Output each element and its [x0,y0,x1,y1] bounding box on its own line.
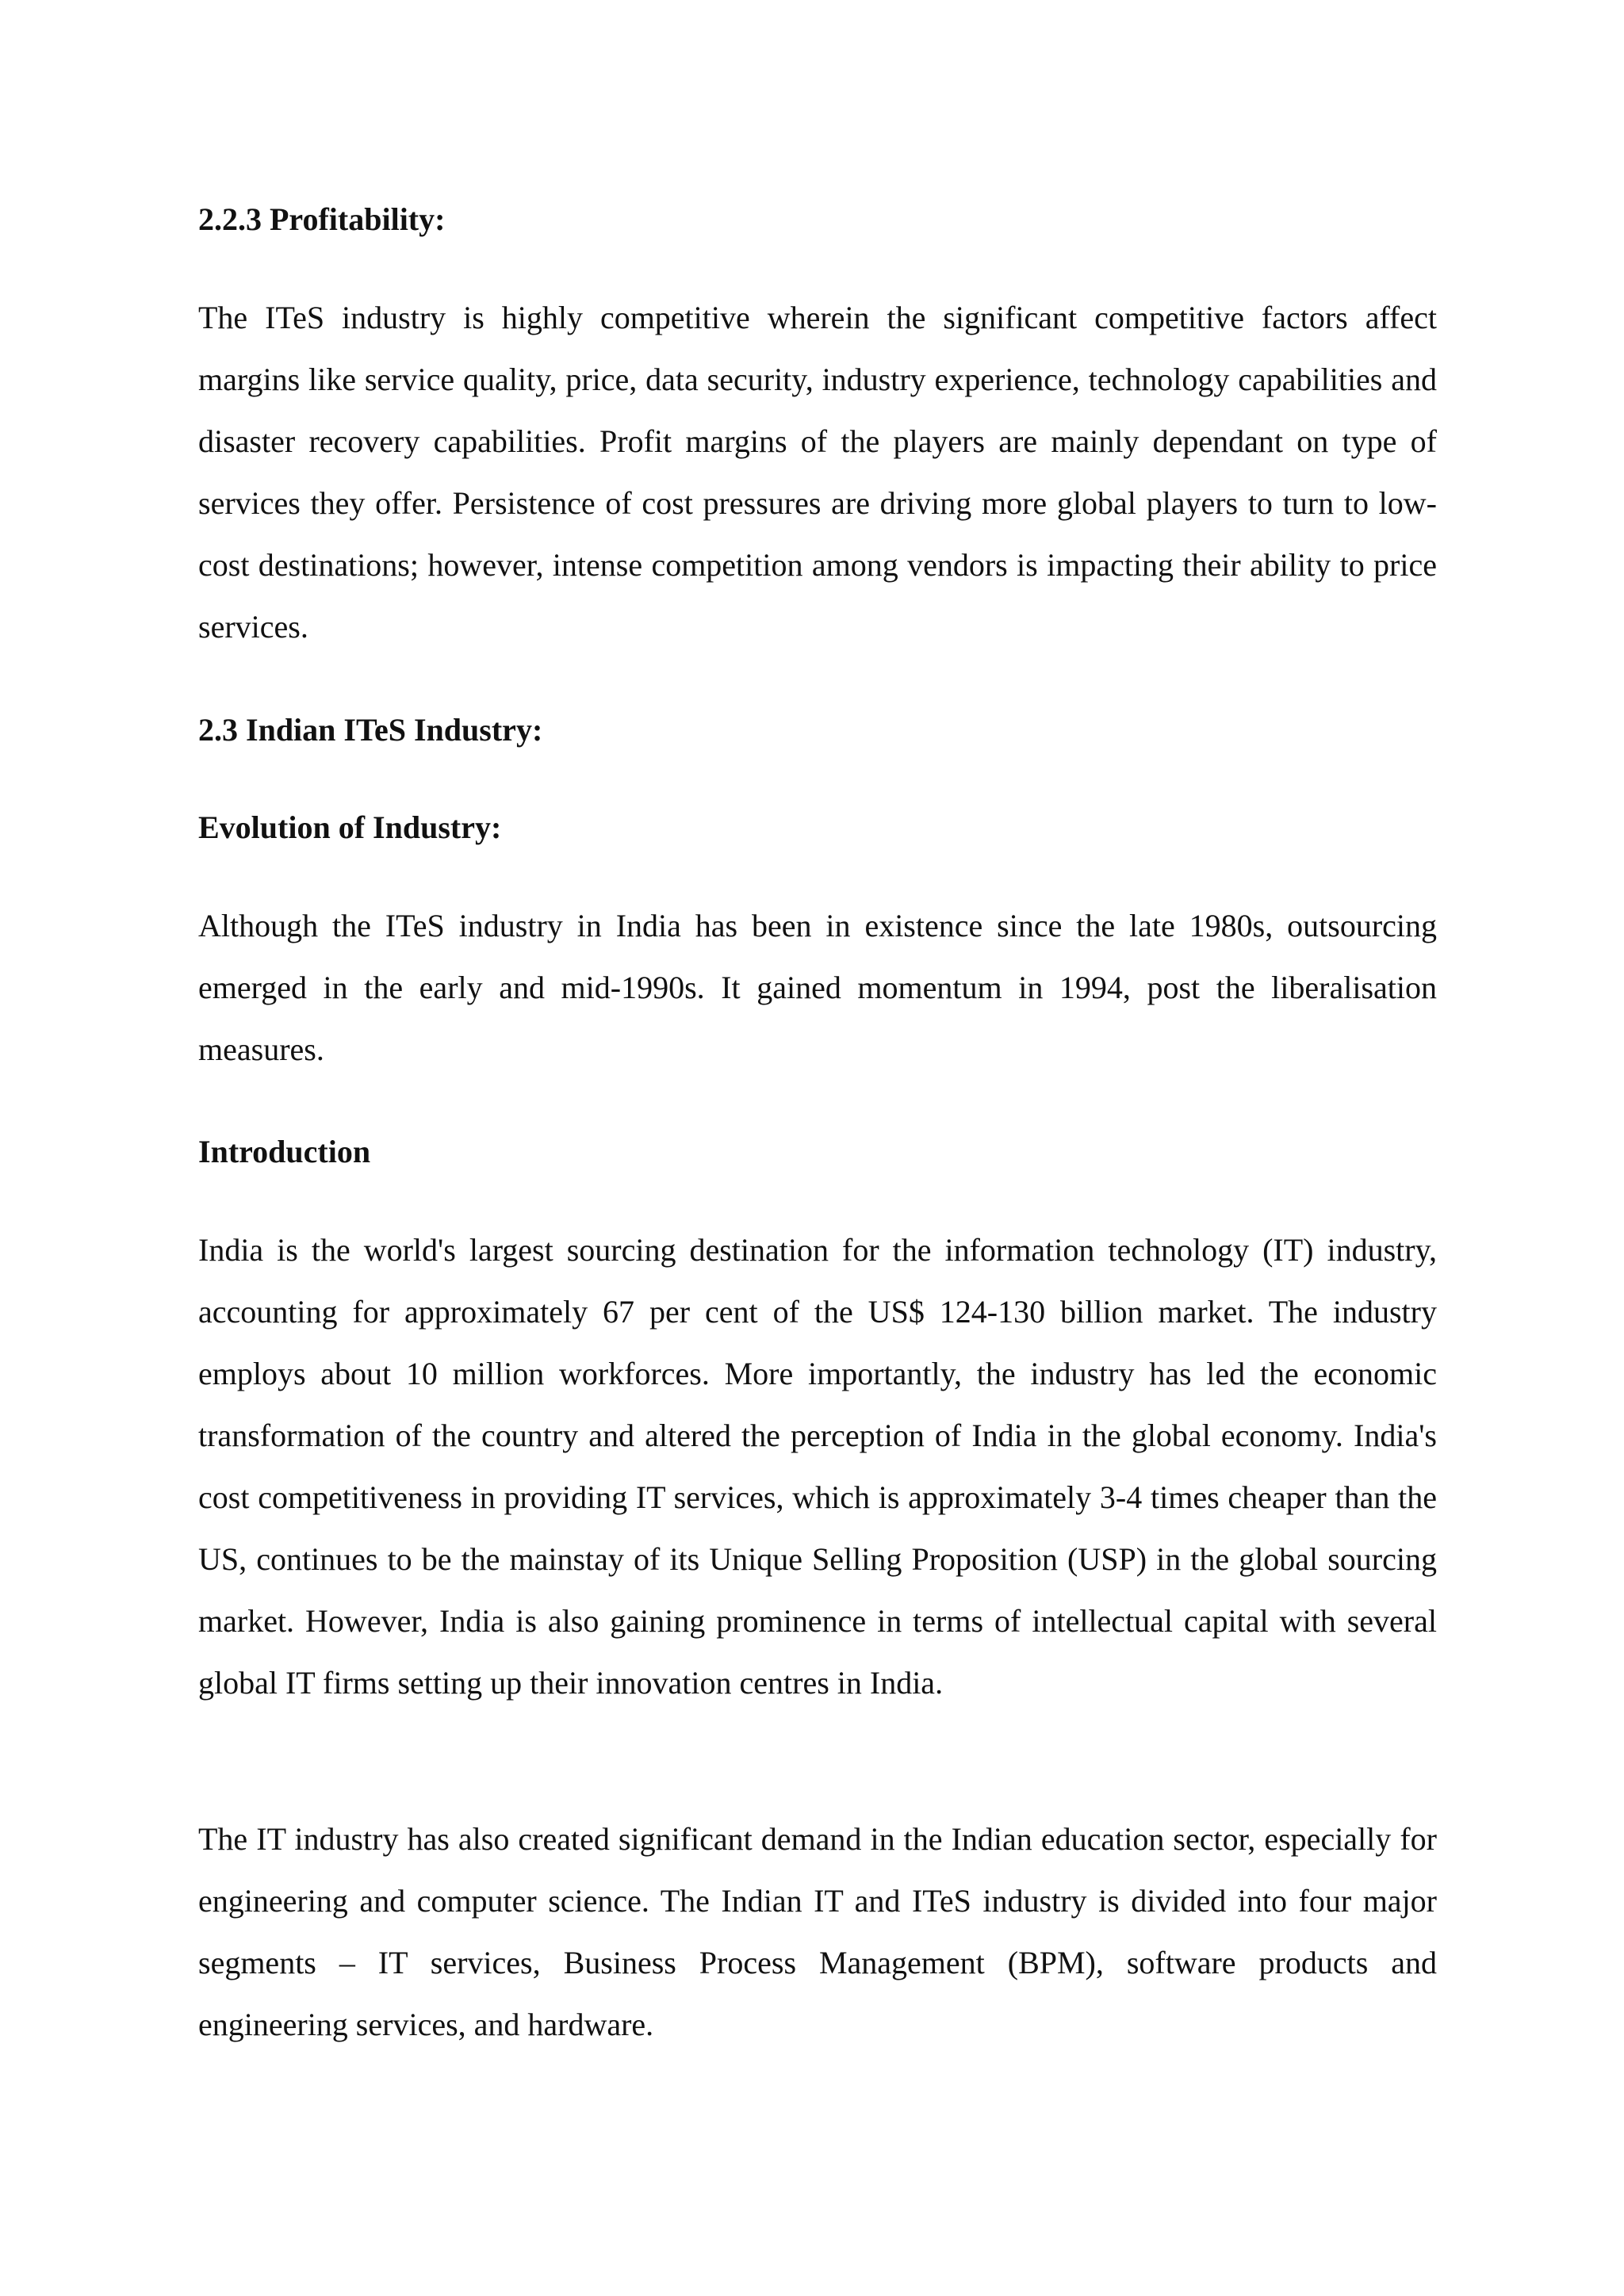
section-heading-indian-ites-industry: 2.3 Indian ITeS Industry: [198,712,543,748]
paragraph-evolution: Although the ITeS industry in India has been in existence since the late 1980s, outsourcing emerged in the early and mid-1990s. It gained momentum in 1994, post the liberalisation measures. [198,908,1437,1067]
paragraph-profitability: The ITeS industry is highly competitive wherein the significant competitive factors affect margins like service quality, price, data security, industry experience, technology capabilities and disaster recovery capabilities. Profit margins of the players are mainly dependant on type of services they offer. Persistence of cost pressures are driving more global players to turn to low-cost destinations; however, intense competition among vendors is impacting their ability to price services. [198,300,1437,645]
paragraph-introduction-1: India is the world's largest sourcing destination for the information technology (IT) industry, accounting for approximately 67 per cent of the US$ 124-130 billion market. The industry employs about 10 million workforces. More importantly, the industry has led the economic transformation of the country and altered the perception of India in the global economy. India's cost competitiveness in providing IT services, which is approximately 3-4 times cheaper than the US, continues to be the mainstay of its Unique Selling Proposition (USP) in the global sourcing market. However, India is also gaining prominence in terms of intellectual capital with several global IT firms setting up their innovation centres in India. [198,1232,1437,1701]
paragraph-introduction-2: The IT industry has also created significant demand in the Indian education sector, especially for engineering and computer science. The Indian IT and ITeS industry is divided into four major segments – IT services, Business Process Management (BPM), software products and engineering services, and hardware. [198,1821,1437,2042]
document-page [198,0,1437,2296]
subheading-evolution-of-industry: Evolution of Industry: [198,809,502,845]
subheading-introduction: Introduction [198,1134,371,1169]
section-heading-profitability: 2.2.3 Profitability: [198,201,446,237]
